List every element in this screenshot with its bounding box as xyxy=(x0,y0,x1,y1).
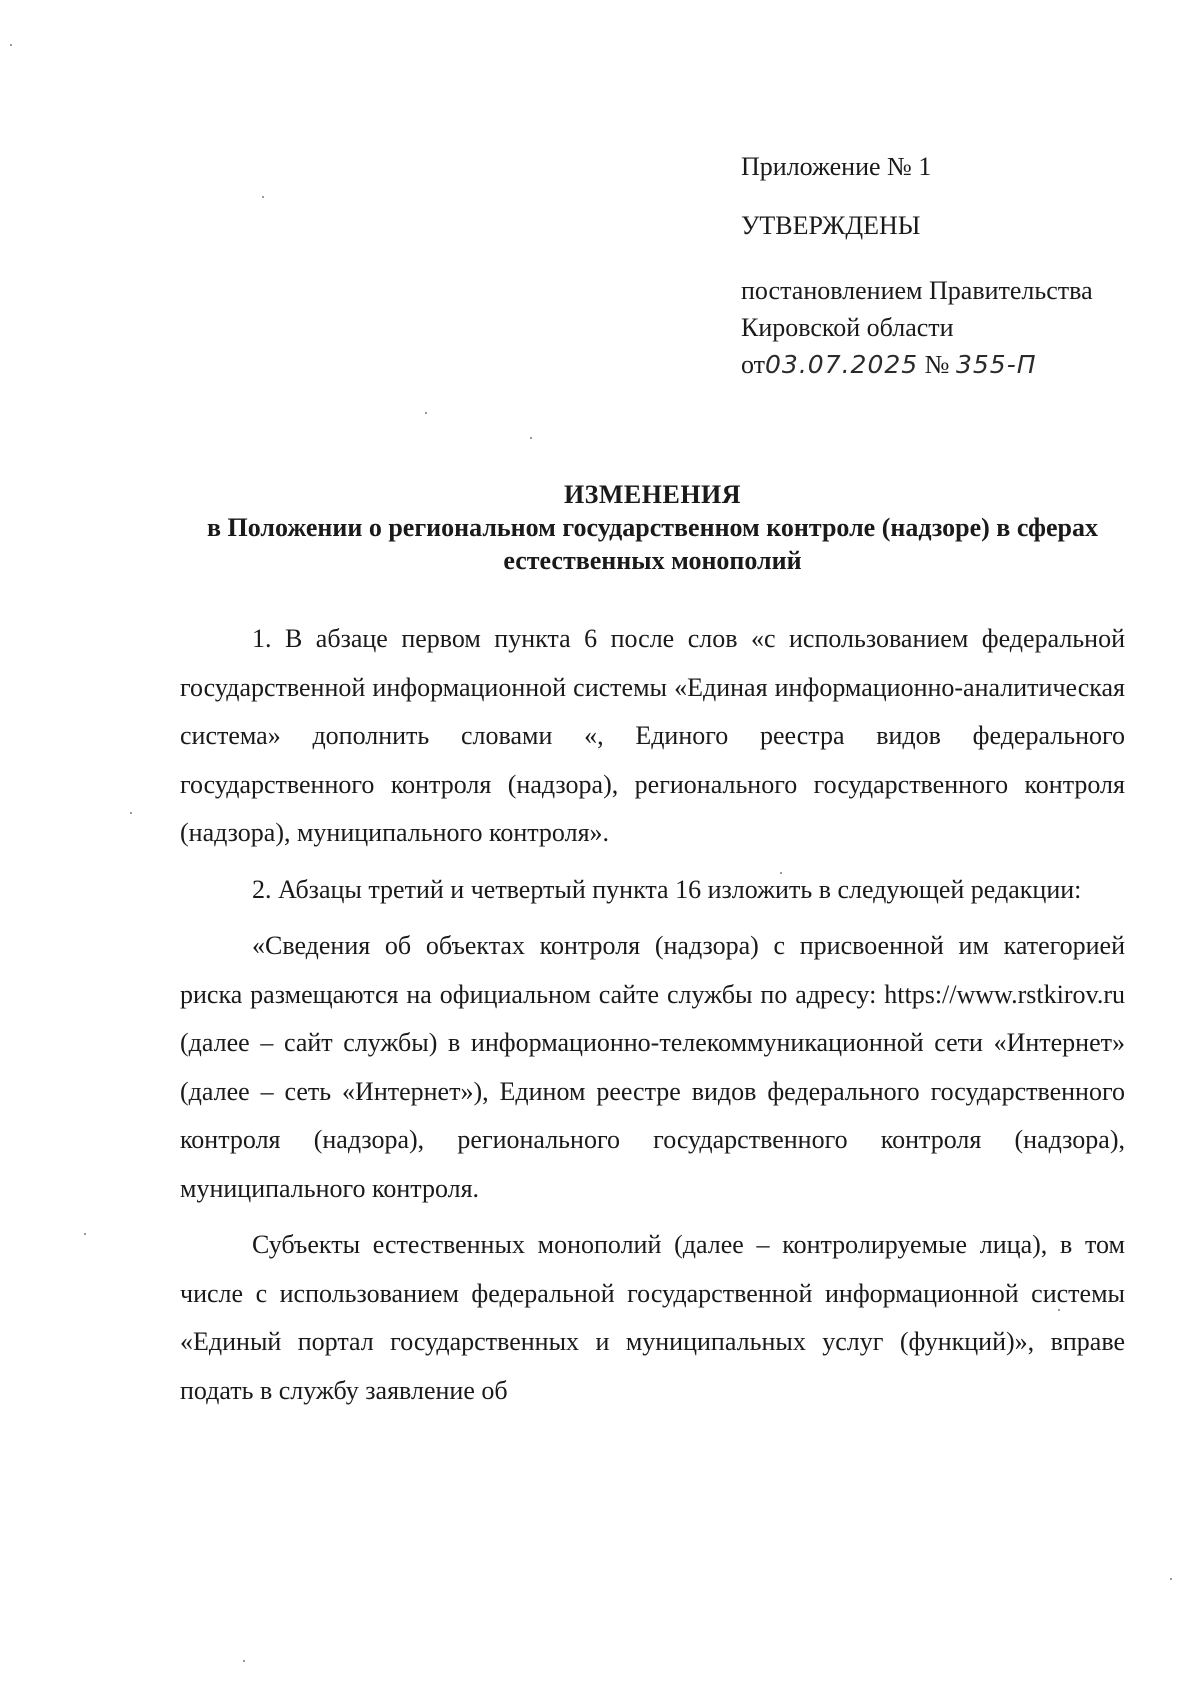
scan-speck xyxy=(243,1660,245,1662)
scan-speck xyxy=(780,872,782,874)
resolution-line-1: постановлением Правительства xyxy=(741,276,1093,305)
handwritten-date: 03.07.2025 xyxy=(765,350,919,379)
paragraph: Субъекты естественных монополий (далее – контролируемые лица), в том числе с использованием федеральной государственной информационной системы «Единый портал государственных и муниципальных услуг (функций)», вправе подать в службу заявление об xyxy=(180,1230,1125,1405)
scan-speck xyxy=(10,44,12,46)
scan-speck xyxy=(425,412,427,414)
scan-speck xyxy=(262,196,264,198)
document-title xyxy=(180,478,1125,577)
date-prefix: от xyxy=(741,350,766,379)
scan-speck xyxy=(84,1233,86,1235)
resolution-line-2: Кировской области xyxy=(741,313,954,342)
scan-speck xyxy=(130,812,132,814)
title-subtitle: в Положении о региональном государственном контроле (надзоре) в сферах естественных монополий xyxy=(206,513,1099,575)
number-prefix: № xyxy=(924,350,950,379)
scan-speck xyxy=(530,437,532,439)
paragraph: 2. Абзацы третий и четвертый пункта 16 изложить в следующей редакции: xyxy=(252,874,1082,904)
approved-label: УТВЕРЖДЕНЫ xyxy=(741,211,921,240)
handwritten-number: 355-П xyxy=(955,350,1037,379)
scan-speck xyxy=(1058,1309,1060,1311)
title-main: ИЗМЕНЕНИЯ xyxy=(563,480,742,509)
paragraph: «Сведения об объектах контроля (надзора) с присвоенной им категорией риска размещаются на официальном сайте службы по адресу: https://www.rstkirov.ru (далее – сайт службы) в информационно-телекоммуникационной сети «Интернет» (далее – сеть «Интернет»), Едином реестре видов федерального государственного контроля (надзора), регионального государственного контроля (надзора), муниципального контроля. xyxy=(180,931,1125,1203)
approval-stamp-block xyxy=(741,148,1161,383)
paragraph: 1. В абзаце первом пункта 6 после слов «с использованием федеральной государственной информационной системы «Единая информационно-аналитическая система» дополнить словами «, Единого реестра видов федерального государственного контроля (надзора), регионального государственного контроля (надзора), муниципального контроля». xyxy=(180,624,1125,847)
scan-speck xyxy=(1170,1578,1172,1580)
appendix-label: Приложение № 1 xyxy=(741,152,932,181)
resolution-date-line xyxy=(741,346,1161,383)
document-body xyxy=(180,615,1125,1423)
